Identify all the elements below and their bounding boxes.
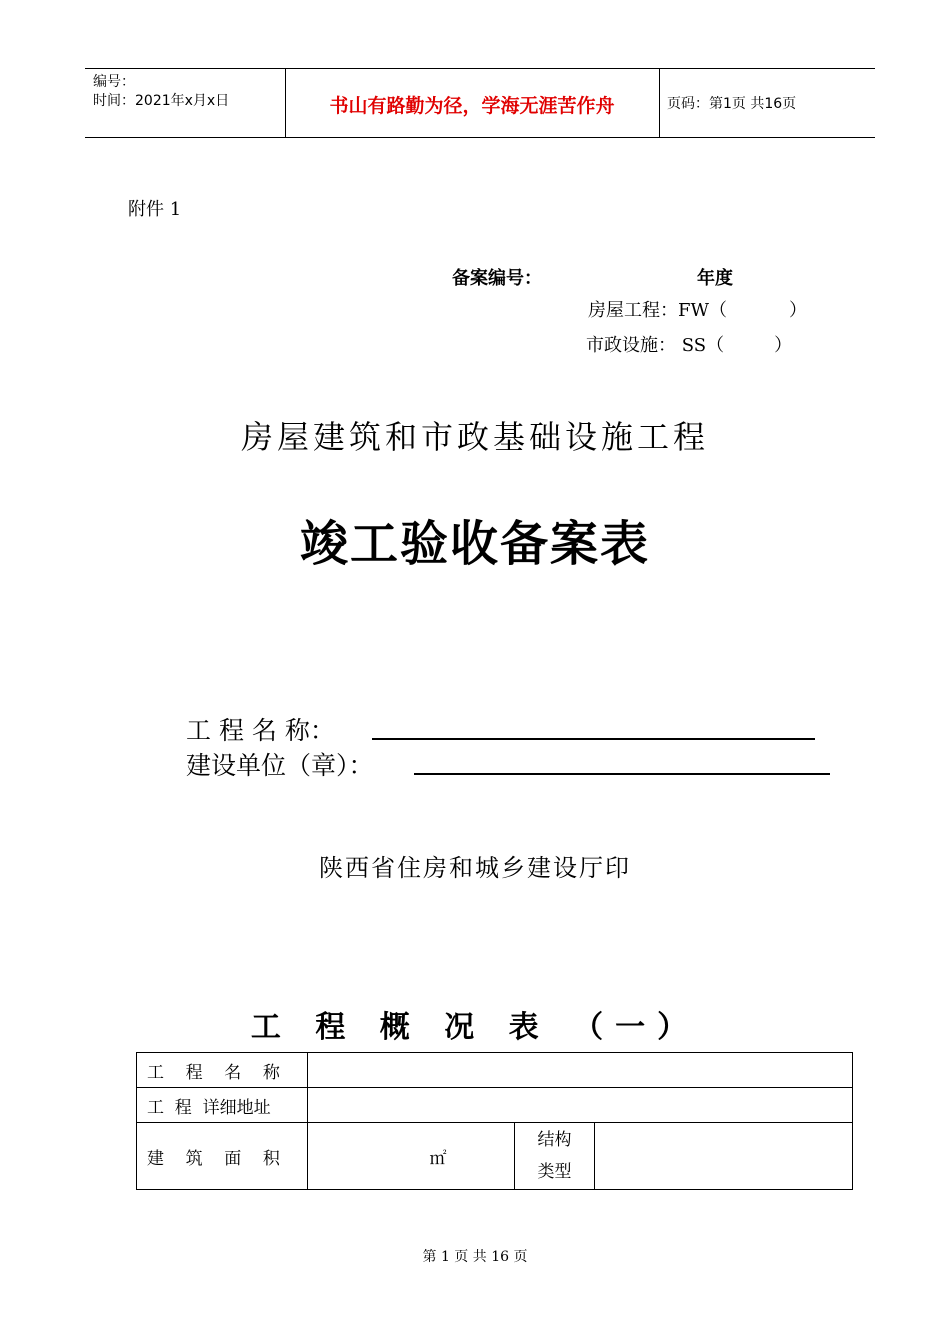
project-address-cell-value[interactable] <box>308 1088 853 1123</box>
overview-table-title: 工 程 概 况 表 （一） <box>250 1010 700 1045</box>
page-header <box>85 68 875 138</box>
printed-by: 陕西省住房和城乡建设厅印 <box>319 854 631 882</box>
project-name-cell-label: 工 程 名 称 <box>137 1053 308 1088</box>
project-address-cell-label: 工 程 详细地址 <box>137 1088 308 1123</box>
overview-table <box>136 1052 853 1190</box>
housing-record-line <box>588 296 807 322</box>
construction-unit-underline <box>414 773 830 775</box>
municipal-record-label: 市政设施： SS（ <box>586 335 725 356</box>
table-row <box>137 1088 853 1123</box>
structure-label-line1: 结构 <box>537 1130 572 1150</box>
number-label: 编号： <box>93 74 135 90</box>
building-area-cell-label: 建 筑 面 积 <box>137 1123 308 1190</box>
housing-record-label: 房屋工程：FW（ <box>588 300 727 321</box>
area-unit: ㎡ <box>429 1148 447 1169</box>
structure-type-cell-value[interactable] <box>595 1123 853 1190</box>
municipal-record-line <box>586 331 792 357</box>
building-area-cell-value[interactable] <box>308 1123 515 1190</box>
construction-unit-label: 建设单位（章）： <box>186 751 374 780</box>
document-title-line1: 房屋建筑和市政基础设施工程 <box>240 418 709 456</box>
document-title-line2: 竣工验收备案表 <box>299 516 650 572</box>
project-name-label: 工 程 名 称： <box>186 716 335 745</box>
header-divider-right <box>659 69 660 137</box>
table-row <box>137 1123 853 1190</box>
structure-type-cell-label <box>515 1123 595 1190</box>
header-motto: 书山有路勤为径，学海无涯苦作舟 <box>329 95 615 117</box>
table-row <box>137 1053 853 1088</box>
structure-label-line2: 类型 <box>537 1162 572 1182</box>
record-year-label: 年度 <box>697 268 733 289</box>
record-number-label: 备案编号： <box>452 268 542 289</box>
time-label: 时间：2021年x月x日 <box>93 93 230 109</box>
header-meta <box>93 73 229 111</box>
attachment-label: 附件 1 <box>128 199 182 220</box>
page-footer: 第 1 页 共 16 页 <box>422 1249 528 1265</box>
header-page-code: 页码：第1页 共16页 <box>667 96 797 112</box>
municipal-close-paren: ） <box>774 335 793 356</box>
project-name-underline <box>372 738 815 740</box>
housing-close-paren: ） <box>789 300 807 321</box>
project-name-cell-value[interactable] <box>308 1053 853 1088</box>
